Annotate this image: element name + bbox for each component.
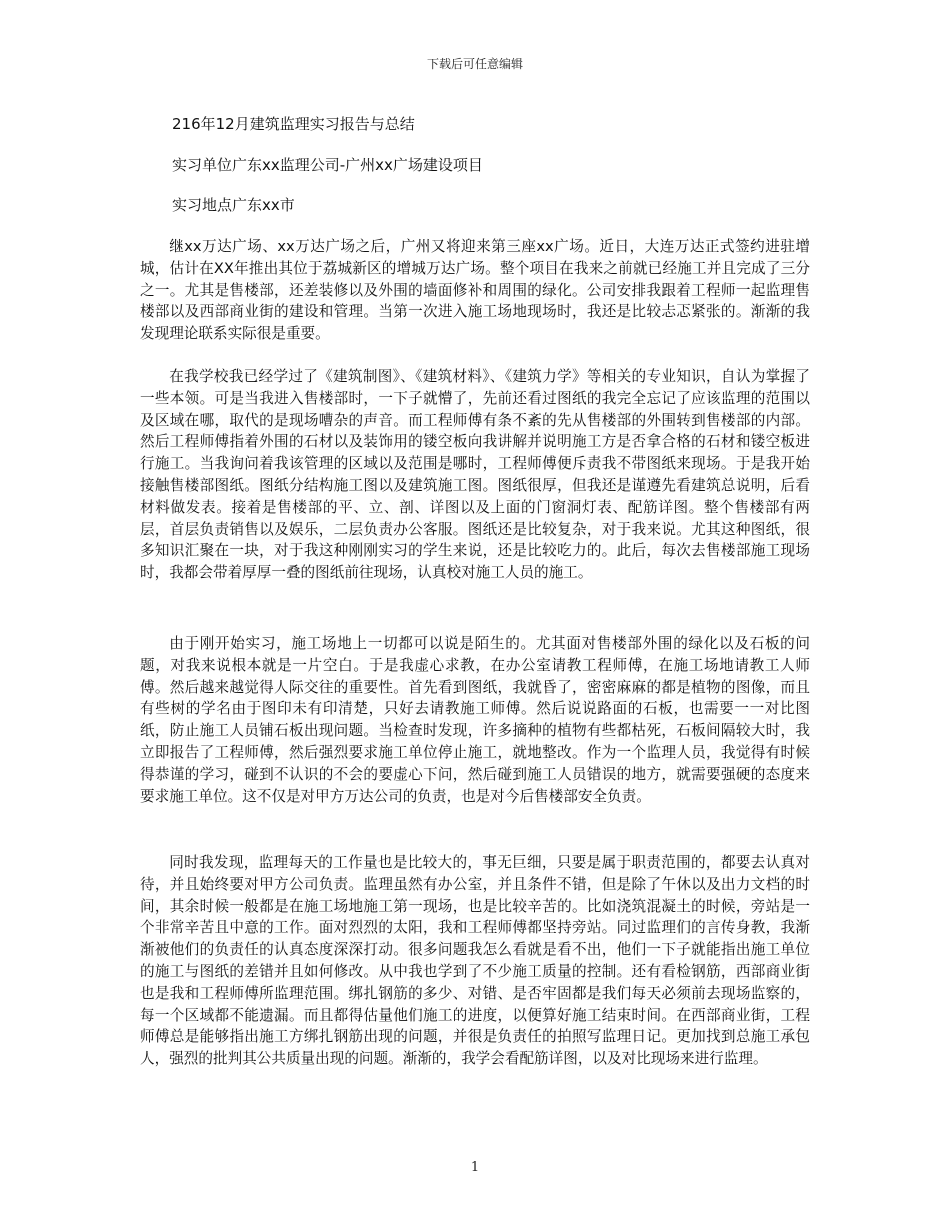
body-paragraph-1: 继xx万达广场、xx万达广场之后，广州又将迎来第三座xx广场。近日，大连万达正式签约进驻增城，估计在XX年推出其位于荔城新区的增城万达广场。整个项目在我来之前就已经施工并且完成了三分之一。尤其是售楼部，还差装修以及外围的墙面修补和周围的绿化。公司安排我跟着工程师一起监理售楼部以及西部商业街的建设和管理。当第一次进入施工场地现场时，我还是比较忐忑紧张的。渐渐的我发现理论联系实际很是重要。: [140, 238, 810, 343]
internship-location-line: 实习地点广东xx市: [172, 196, 295, 214]
page-header: 下载后可任意编辑: [426, 57, 523, 71]
internship-unit-line: 实习单位广东xx监理公司-广州xx广场建设项目: [172, 156, 483, 174]
report-title: 216年12月建筑监理实习报告与总结: [172, 115, 415, 133]
body-paragraph-3: 由于刚开始实习，施工场地上一切都可以说是陌生的。尤其面对售楼部外围的绿化以及石板的问题，对我来说根本就是一片空白。于是我虚心求教，在办公室请教工程师傅，在施工场地请教工人师傅。然后越来越觉得人际交往的重要性。首先看到图纸，我就昏了，密密麻麻的都是植物的图像，而且有些树的学名由于图印未有印清楚，只好去请教施工师傅。然后说说路面的石板，也需要一一对比图纸，防止施工人员铺石板出现问题。当检查时发现，许多摘种的植物有些都枯死，石板间隔较大时，我立即报告了工程师傅，然后强烈要求施工单位停止施工，就地整改。作为一个监理人员，我觉得有时候得恭谨的学习，碰到不认识的不会的要虚心下问，然后碰到施工人员错误的地方，就需要强硬的态度来要求施工单位。这不仅是对甲方万达公司的负责，也是对今后售楼部安全负责。: [140, 635, 810, 805]
page-number: 1: [470, 1160, 480, 1175]
body-paragraph-2: 在我学校我已经学过了《建筑制图》、《建筑材料》、《建筑力学》等相关的专业知识，自认为掌握了一些本领。可是当我进入售楼部时，一下子就懵了，先前还看过图纸的我完全忘记了应该监理的范围以及区域在哪，取代的是现场嘈杂的声音。而工程师傅有条不紊的先从售楼部的外围转到售楼部的内部。然后工程师傅指着外围的石材以及装饰用的镂空板向我讲解并说明施工方是否拿合格的石材和镂空板进行施工。当我询问着我该管理的区域以及范围是哪时，工程师傅便斥责我不带图纸来现场。于是我开始接触售楼部图纸。图纸分结构施工图以及建筑施工图。图纸很厚，但我还是谨遵先看建筑总说明，后看材料做发表。接着是售楼部的平、立、剖、详图以及上面的门窗洞灯表、配筋详图。整个售楼部有两层，首层负责销售以及娱乐，二层负责办公客服。图纸还是比较复杂，对于我来说。尤其这种图纸，很多知识汇聚在一块，对于我这种刚刚实习的学生来说，还是比较吃力的。此后，每次去售楼部施工现场时，我都会带着厚厚一叠的图纸前往现场，认真校对施工人员的施工。: [140, 368, 810, 582]
body-paragraph-4: 同时我发现，监理每天的工作量也是比较大的，事无巨细，只要是属于职责范围的，都要去认真对待，并且始终要对甲方公司负责。监理虽然有办公室，并且条件不错，但是除了午休以及出力文档的时间，其余时候一般都是在施工场地施工第一现场，也是比较辛苦的。比如浇筑混凝土的时候，旁站是一个非常辛苦且中意的工作。面对烈烈的太阳，我和工程师傅都坚持旁站。同过监理们的言传身教，我渐渐被他们的负责任的认真态度深深打动。很多问题我怎么看就是看不出，他们一下子就能指出施工单位的施工与图纸的差错并且如何修改。从中我也学到了不少施工质量的控制。还有看检钢筋，西部商业街也是我和工程师傅所监理范围。绑扎钢筋的多少、对错、是否牢固都是我们每天必须前去现场监察的，每一个区域都不能遗漏。而且都得估量他们施工的进度，以便算好施工结束时间。在西部商业街，工程师傅总是能够指出施工方绑扎钢筋出现的问题，并很是负责任的拍照写监理日记。更加找到总施工承包人，强烈的批判其公共质量出现的问题。渐渐的，我学会看配筋详图，以及对比现场来进行监理。: [140, 854, 810, 1068]
